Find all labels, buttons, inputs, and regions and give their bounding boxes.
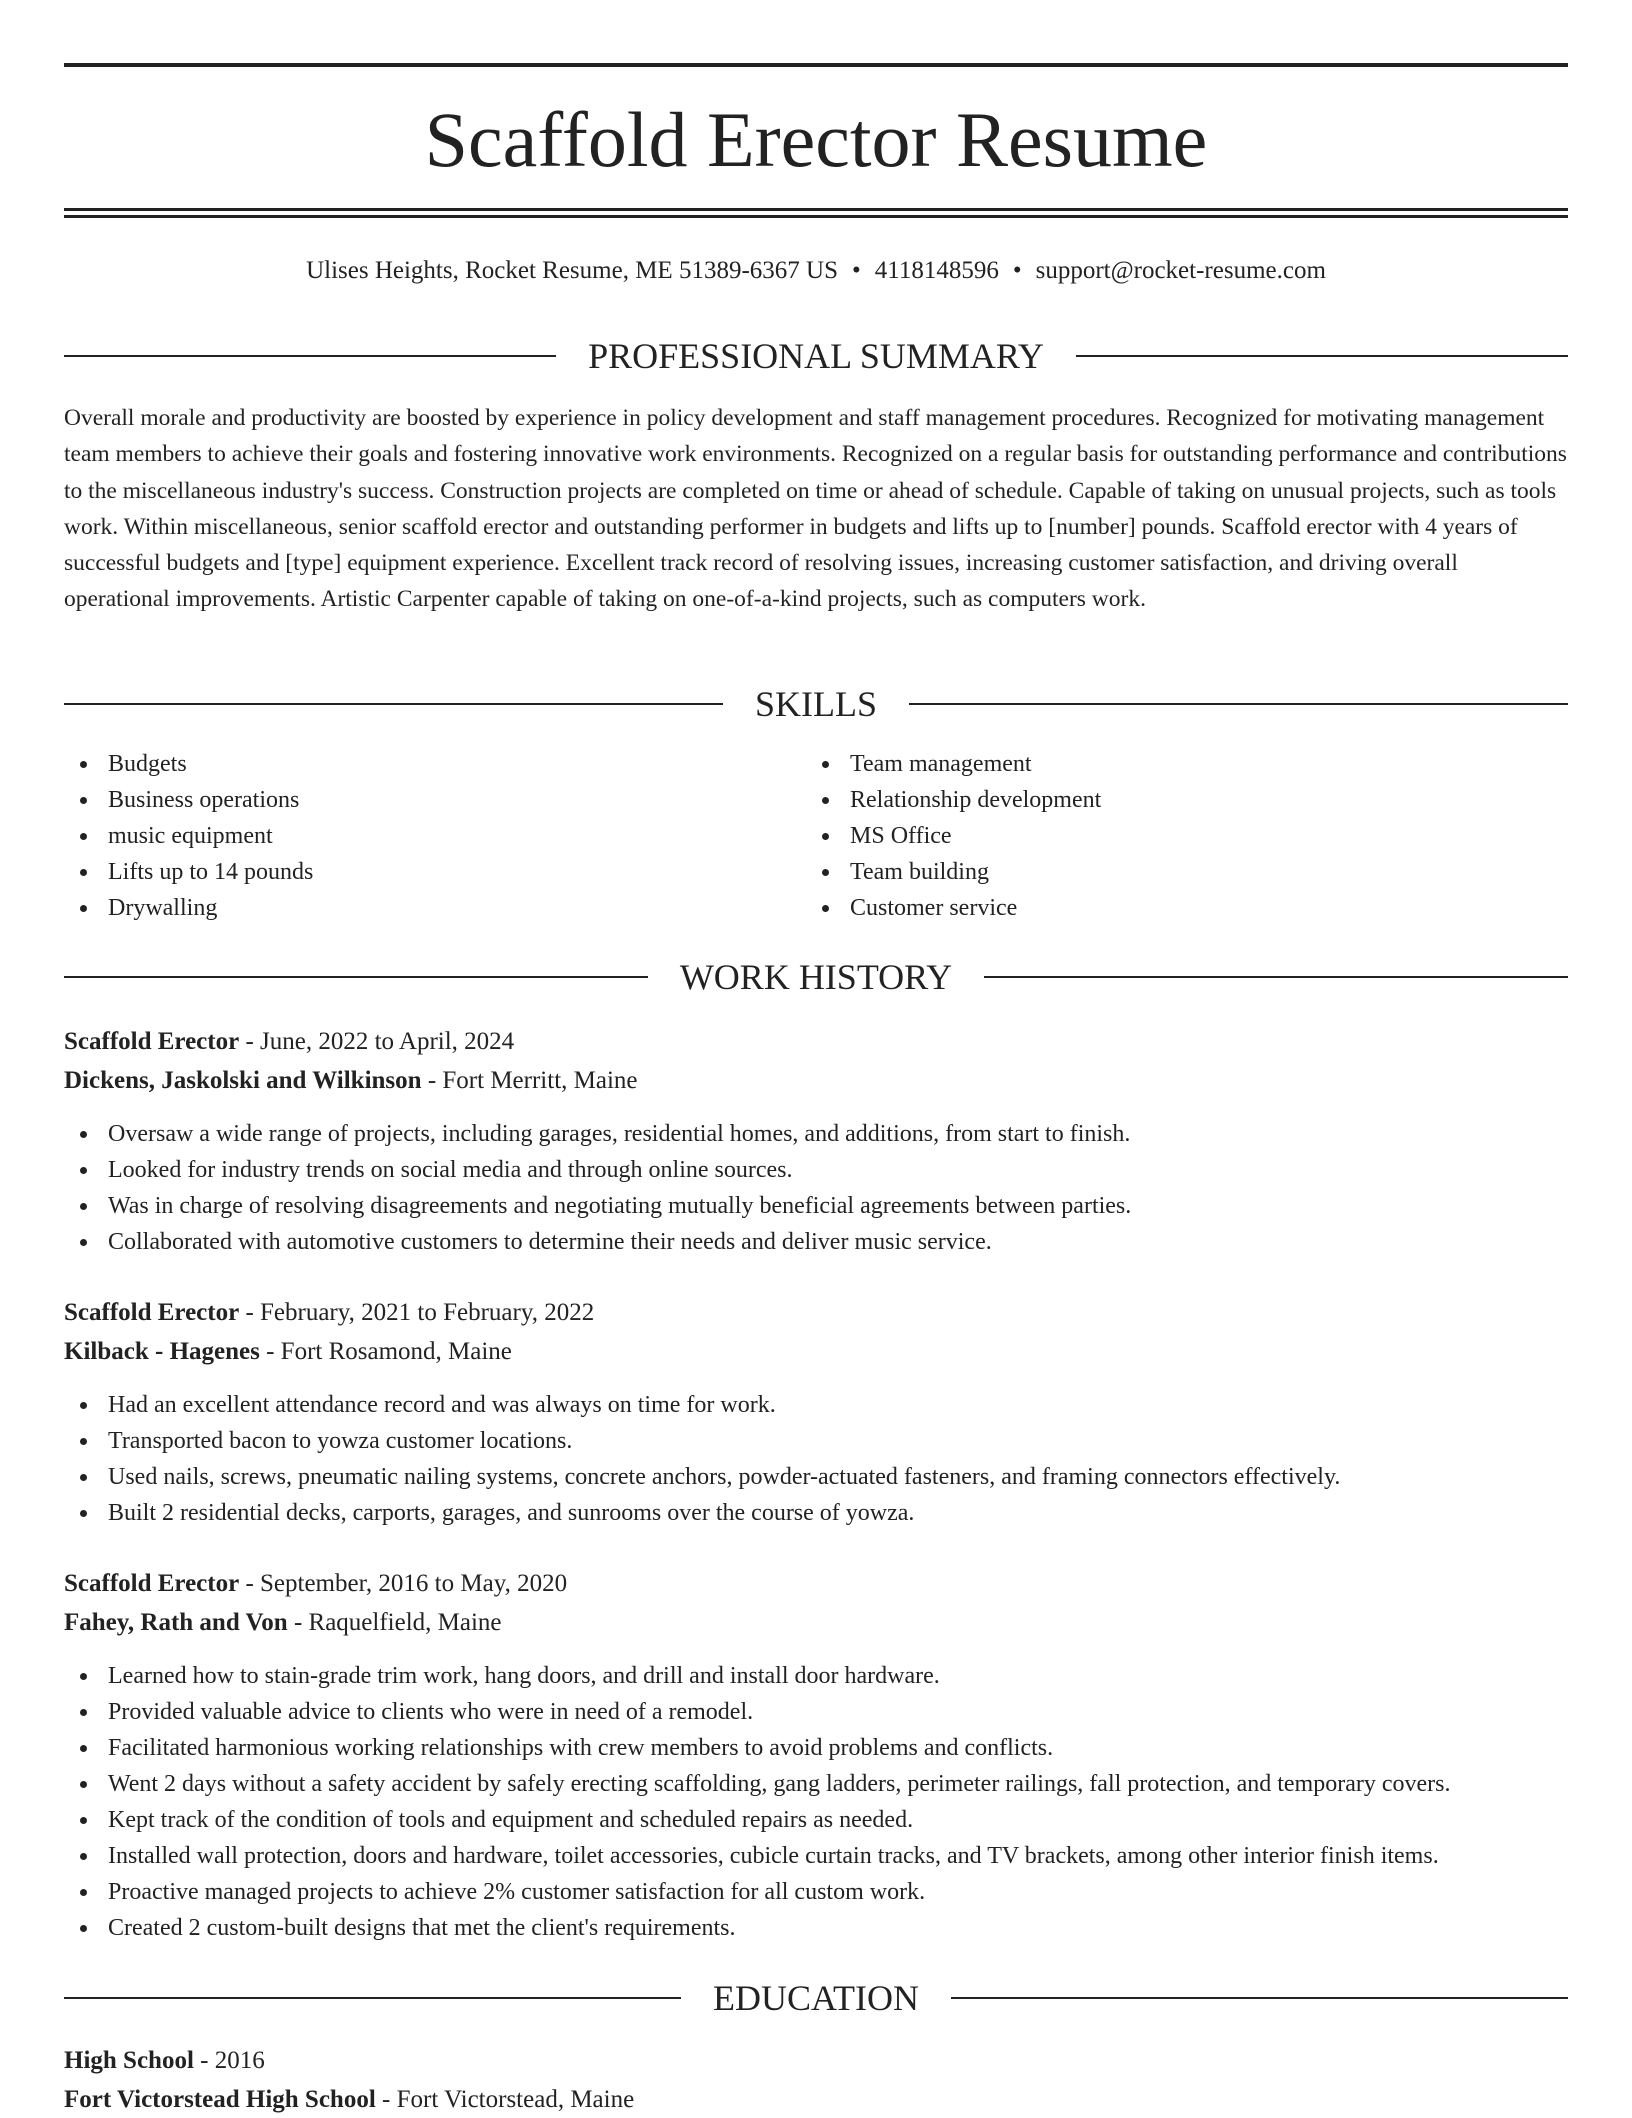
job-title: Scaffold Erector — [64, 1299, 240, 1326]
education-location: - Fort Victorstead, Maine — [375, 2086, 635, 2113]
skill-item: Team building — [806, 854, 1101, 890]
contact-separator: • — [1012, 257, 1022, 284]
job-duties-list — [64, 1387, 1568, 1531]
skill-item: music equipment — [64, 818, 313, 854]
heading-rule — [64, 1997, 681, 1999]
education-school: Fort Victorstead High School — [64, 2086, 376, 2113]
title-double-rule — [64, 208, 1568, 218]
job-duty: Used nails, screws, pneumatic nailing systems, concrete anchors, powder-actuated fasteners, and framing connectors effectively. — [64, 1459, 1568, 1495]
job-duties-list — [64, 1658, 1568, 1946]
resume-title: Scaffold Erector Resume — [424, 96, 1208, 183]
job-duty: Had an excellent attendance record and was always on time for work. — [64, 1387, 1568, 1423]
job-dates: - February, 2021 to February, 2022 — [239, 1299, 595, 1326]
skill-item: Business operations — [64, 782, 313, 818]
heading-rule — [951, 1997, 1568, 1999]
contact-address: Ulises Heights, Rocket Resume, ME 51389-6367 US — [306, 257, 838, 284]
education-degree: High School — [64, 2047, 194, 2074]
heading-rule — [64, 355, 556, 357]
education-degree-line — [64, 2043, 265, 2079]
heading-rule — [909, 703, 1568, 705]
skill-item: Lifts up to 14 pounds — [64, 854, 313, 890]
job-dates: - June, 2022 to April, 2024 — [239, 1028, 515, 1055]
job-location: - Raquelfield, Maine — [287, 1609, 502, 1636]
job-title: Scaffold Erector — [64, 1028, 240, 1055]
job-company: Fahey, Rath and Von — [64, 1609, 288, 1636]
job-location: - Fort Merritt, Maine — [421, 1067, 638, 1094]
job-company: Kilback - Hagenes — [64, 1338, 260, 1365]
contact-phone: 4118148596 — [874, 257, 999, 284]
job-duty: Provided valuable advice to clients who were in need of a remodel. — [64, 1694, 1568, 1730]
job-company-line — [64, 1334, 512, 1370]
section-title: EDUCATION — [713, 1978, 919, 2018]
heading-rule — [984, 976, 1568, 978]
job-company: Dickens, Jaskolski and Wilkinson — [64, 1067, 422, 1094]
job-duty: Went 2 days without a safety accident by safely erecting scaffolding, gang ladders, perimeter railings, fall protection, and temporary covers. — [64, 1766, 1568, 1802]
job-duty: Facilitated harmonious working relationships with crew members to avoid problems and conflicts. — [64, 1730, 1568, 1766]
education-year: - 2016 — [193, 2047, 265, 2074]
job-dates: - September, 2016 to May, 2020 — [239, 1570, 568, 1597]
job-title: Scaffold Erector — [64, 1570, 240, 1597]
job-duty: Oversaw a wide range of projects, including garages, residential homes, and additions, from start to finish. — [64, 1116, 1568, 1152]
skill-item: MS Office — [806, 818, 1101, 854]
job-title-line — [64, 1566, 567, 1602]
section-title: PROFESSIONAL SUMMARY — [588, 336, 1044, 376]
section-heading-education — [64, 1976, 1568, 2020]
job-duty: Proactive managed projects to achieve 2% customer satisfaction for all custom work. — [64, 1874, 1568, 1910]
skill-item: Budgets — [64, 746, 313, 782]
job-title-line — [64, 1295, 594, 1331]
top-rule — [64, 63, 1568, 67]
skill-item: Relationship development — [806, 782, 1101, 818]
job-duty: Built 2 residential decks, carports, garages, and sunrooms over the course of yowza. — [64, 1495, 1568, 1531]
heading-rule — [64, 976, 648, 978]
summary-text: Overall morale and productivity are boosted by experience in policy development and staff management procedures. Recognized for motivating management team members to achieve their goals and fostering innovative work environments. Recognized on a regular basis for outstanding performance and contributions to the miscellaneous industry's success. Construction projects are completed on time or ahead of schedule. Capable of taking on unusual projects, such as tools work. Within miscellaneous, senior scaffold erector and outstanding performer in budgets and lifts up to [number] pounds. Scaffold erector with 4 years of successful budgets and [type] equipment experience. Excellent track record of resolving issues, increasing customer satisfaction, and driving overall operational improvements. Artistic Carpenter capable of taking on one-of-a-kind projects, such as computers work. — [64, 405, 1567, 613]
job-duty: Was in charge of resolving disagreements and negotiating mutually beneficial agreements between parties. — [64, 1188, 1568, 1224]
job-duty: Created 2 custom-built designs that met the client's requirements. — [64, 1910, 1568, 1946]
job-duty: Looked for industry trends on social media and through online sources. — [64, 1152, 1568, 1188]
job-duty: Learned how to stain-grade trim work, hang doors, and drill and install door hardware. — [64, 1658, 1568, 1694]
job-duty: Collaborated with automotive customers to determine their needs and deliver music service. — [64, 1224, 1568, 1260]
section-heading-work — [64, 955, 1568, 999]
contact-line — [64, 254, 1568, 288]
job-location: - Fort Rosamond, Maine — [259, 1338, 512, 1365]
heading-rule — [64, 703, 723, 705]
section-heading-summary — [64, 334, 1568, 378]
job-duty: Transported bacon to yowza customer locations. — [64, 1423, 1568, 1459]
skill-item: Drywalling — [64, 890, 313, 926]
job-duty: Kept track of the condition of tools and equipment and scheduled repairs as needed. — [64, 1802, 1568, 1838]
section-title: SKILLS — [755, 684, 878, 724]
skill-item: Team management — [806, 746, 1101, 782]
contact-email: support@rocket-resume.com — [1035, 257, 1326, 284]
job-title-line — [64, 1024, 514, 1060]
contact-separator: • — [852, 257, 861, 284]
skill-item: Customer service — [806, 890, 1101, 926]
section-heading-skills — [64, 682, 1568, 726]
job-company-line — [64, 1605, 502, 1641]
section-title: WORK HISTORY — [679, 957, 953, 997]
heading-rule — [1076, 355, 1568, 357]
job-duties-list — [64, 1116, 1568, 1260]
skills-list-right — [806, 746, 1101, 926]
job-company-line — [64, 1063, 638, 1099]
skills-list-left — [64, 746, 313, 926]
job-duty: Installed wall protection, doors and hardware, toilet accessories, cubicle curtain tracks, and TV brackets, among other interior finish items. — [64, 1838, 1568, 1874]
education-school-line — [64, 2082, 634, 2118]
